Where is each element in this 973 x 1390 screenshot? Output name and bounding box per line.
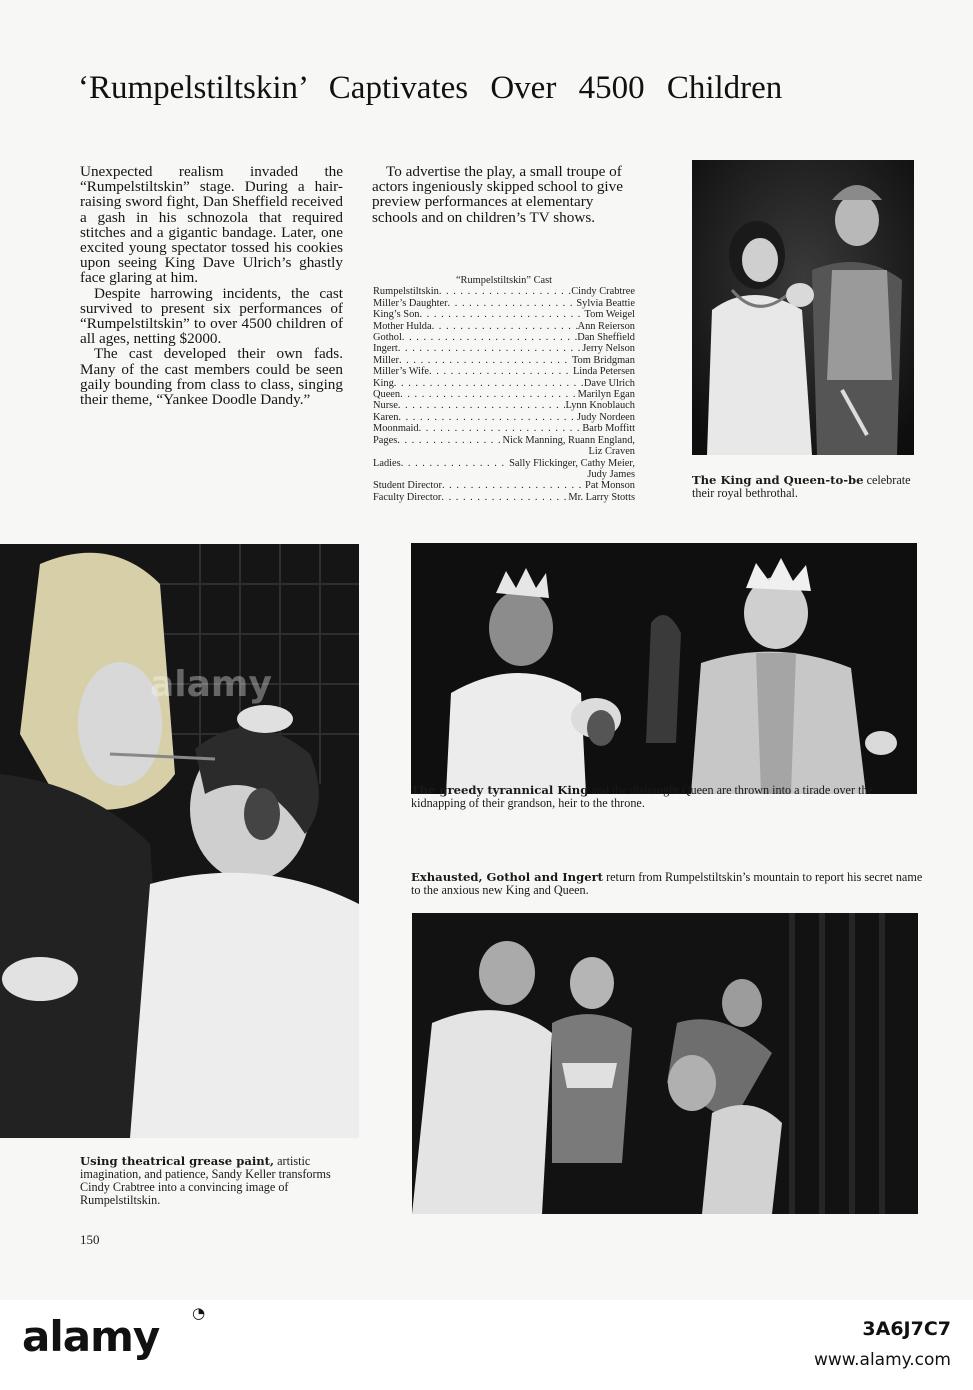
photo-king-queen-dance (692, 160, 914, 455)
cast-role: Pages (373, 434, 398, 446)
page-number: 150 (80, 1232, 100, 1247)
alamy-watermark-overlay: alamy (150, 664, 272, 705)
cast-role: King (373, 377, 394, 389)
cast-actor: Pat Monson (585, 480, 635, 492)
cast-role: Mother Hulda (373, 320, 432, 332)
caption-grease-paint (80, 1155, 358, 1207)
article-paragraph: Unexpected realism invaded the “Rumpelstiltskin” stage. During a hair-raising sword fight, Dan Sheffield received a gash in his schnozola that required stitches and a gigantic bandage. Later, one excited young spectator tossed his cookies upon seeing King Dave Ulrich’s ghastly face glaring at him. (80, 163, 343, 287)
cast-row (373, 492, 635, 503)
cast-row (373, 298, 635, 309)
cast-row (373, 286, 635, 297)
cast-leader-dots (402, 332, 577, 343)
cast-row (373, 458, 635, 469)
site-url: www.alamy.com (813, 1350, 951, 1370)
caption-bold-lead: Exhausted, Gothol and Ingert (411, 870, 604, 884)
caption-bold-lead: Using theatrical grease paint, (80, 1154, 275, 1168)
cast-row (373, 480, 635, 491)
cast-row (373, 423, 635, 434)
cast-leader-dots (419, 423, 583, 434)
cast-row (373, 435, 635, 446)
cast-leader-dots (429, 366, 573, 377)
caption-king-queen (692, 474, 920, 500)
cast-role: Queen (373, 389, 401, 401)
cast-role: Student Director (373, 480, 442, 492)
cast-row (373, 321, 635, 332)
cast-role: Karen (373, 411, 399, 423)
cast-leader-dots (399, 355, 572, 366)
cast-leader-dots (442, 480, 585, 491)
cast-row (373, 366, 635, 377)
cast-row (373, 389, 635, 400)
cast-leader-dots (398, 343, 582, 354)
cast-leader-dots (400, 389, 577, 400)
cast-actor: Judy Nordeen (576, 411, 635, 423)
cast-actor: Cindy Crabtree (571, 286, 635, 298)
cast-actor: Tom Weigel (584, 309, 635, 321)
cast-actor: Dan Sheffield (577, 332, 635, 344)
cast-leader-dots (441, 492, 568, 503)
cast-row (373, 343, 635, 354)
cast-leader-dots (432, 321, 578, 332)
caption-text: and the distraught Queen are thrown into a tirade over the kidnapping of their grandson, heir to the throne. (411, 783, 873, 810)
cast-actor: Sally Flickinger, Cathy Meier, (509, 457, 635, 469)
cast-actor: Ann Reierson (577, 320, 635, 332)
cast-role: Miller’s Wife (373, 366, 430, 378)
cast-leader-dots (419, 309, 584, 320)
cast-actor: Jerry Nelson (582, 343, 635, 355)
caption-greedy-king (411, 784, 923, 810)
cast-leader-dots (394, 378, 584, 389)
headline: ‘Rumpelstiltskin’ Captivates Over 4500 Children (78, 70, 783, 106)
photo-gothol-ingert (412, 913, 918, 1214)
cast-actor: Sylvia Beattie (576, 297, 635, 309)
cast-actor: Marilyn Egan (577, 389, 635, 401)
cast-leader-dots (439, 286, 571, 297)
cast-actor: Dave Ulrich (583, 377, 635, 389)
cast-role: Gothol (373, 332, 402, 344)
cast-row (373, 400, 635, 411)
cast-actor: Tom Bridgman (571, 354, 635, 366)
cast-role: Ingert (373, 343, 398, 355)
cast-row (373, 378, 635, 389)
cast-leader-dots (448, 298, 577, 309)
cast-role: Ladies (373, 457, 401, 469)
cast-actor-continued: Liz Craven (588, 446, 635, 458)
cast-row (373, 332, 635, 343)
article-column-1 (80, 164, 343, 407)
caption-bold-lead: The King and Queen-to-be (692, 473, 864, 487)
photo-greedy-king (411, 543, 917, 794)
cast-role: Miller (373, 354, 399, 366)
caption-text: return from Rumpelstiltskin’s mountain to report his secret name to the anxious new King and Queen. (411, 870, 923, 897)
caption-text: celebrate their royal bethrothal. (692, 473, 911, 500)
cast-row (373, 355, 635, 366)
cast-role: Rumpelstiltskin (373, 286, 439, 298)
cast-role: Miller’s Daughter (373, 297, 448, 309)
caption-text: artistic imagination, and patience, Sandy Keller transforms Cindy Crabtree into a convincing image of Rumpelstiltskin. (80, 1154, 331, 1207)
caption-exhausted (411, 871, 923, 897)
article-column-2 (372, 164, 634, 225)
alamy-logo: alamy (22, 1312, 160, 1361)
cast-role: Faculty Director (373, 491, 442, 503)
cast-actor: Barb Moffitt (582, 423, 635, 435)
cast-list-title: “Rumpelstiltskin” Cast (455, 275, 553, 286)
caption-bold-lead: The greedy tyrannical King (411, 783, 589, 797)
cast-actor: Lynn Knoblauch (565, 400, 635, 412)
cast-leader-dots (397, 435, 502, 446)
cast-row (373, 309, 635, 320)
cast-list (373, 275, 635, 503)
alamy-logo-mark-icon: ◔ (192, 1304, 206, 1322)
photo-grease-paint (0, 544, 359, 1138)
cast-row (373, 412, 635, 423)
cast-actor: Mr. Larry Stotts (568, 491, 635, 503)
cast-leader-dots (398, 400, 566, 411)
article-paragraph: To advertise the play, a small troupe of actors ingeniously skipped school to give preview performances at elementary schools and on children’s TV shows. (372, 163, 623, 226)
article-paragraph: Despite harrowing incidents, the cast survived to present six performances of “Rumpelstiltskin” to over 4500 children of all ages, netting $2000. (80, 284, 343, 348)
cast-actor: Nick Manning, Ruann England, (502, 434, 635, 446)
cast-role: Nurse (373, 400, 398, 412)
article-paragraph: The cast developed their own fads. Many of the cast members could be seen gaily bounding from class to class, singing their theme, “Yankee Doodle Dandy.” (80, 345, 343, 409)
cast-leader-dots (401, 458, 509, 469)
cast-role: Moonmaid (373, 423, 419, 435)
cast-rows (373, 286, 635, 503)
image-id: 3A6J7C7 (862, 1318, 951, 1340)
cast-leader-dots (398, 412, 577, 423)
cast-role: King’s Son (373, 309, 420, 321)
cast-actor: Linda Petersen (572, 366, 635, 378)
cast-actor-continued: Judy James (587, 468, 635, 480)
